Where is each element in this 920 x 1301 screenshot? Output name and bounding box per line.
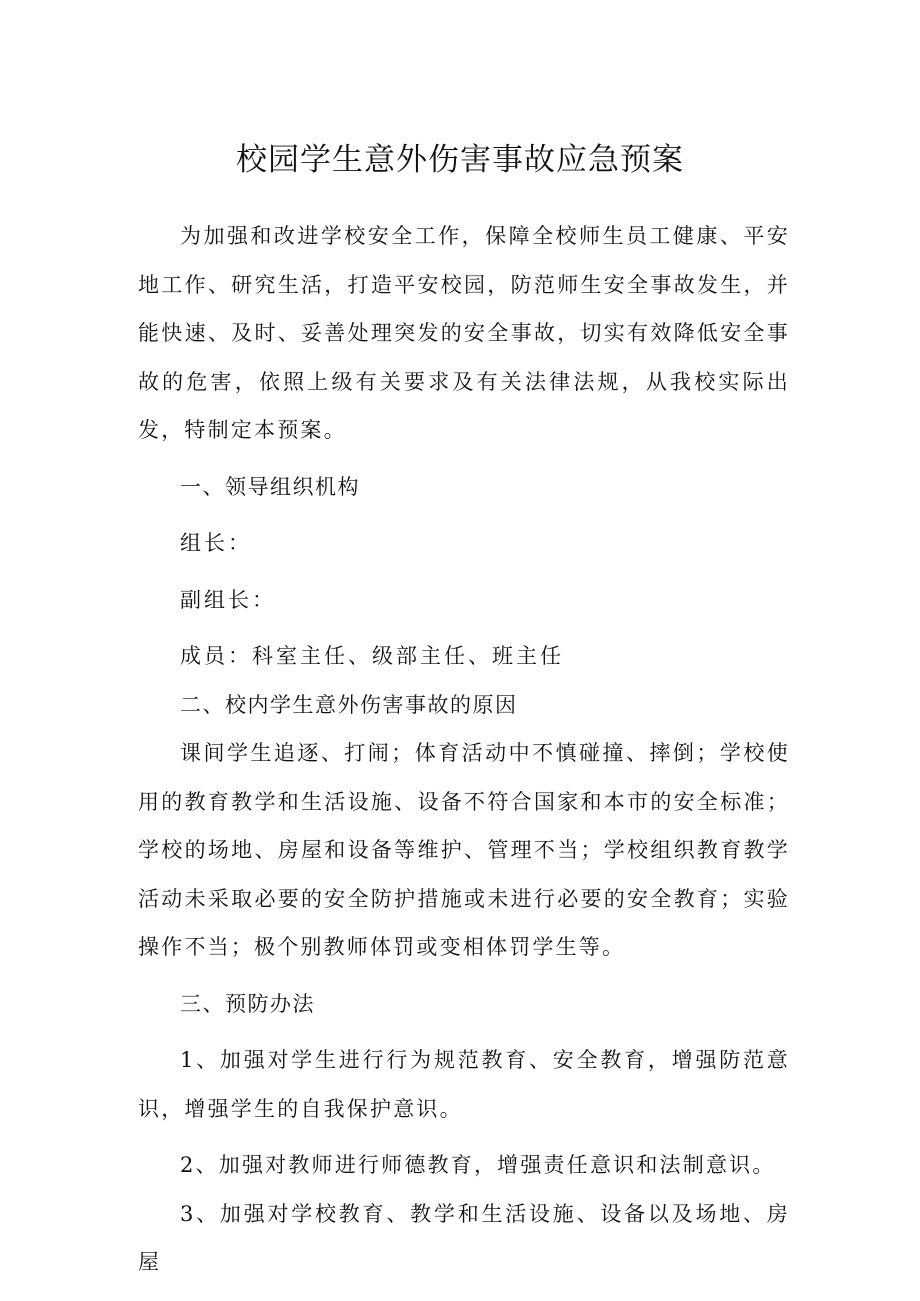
prevention-item-2: 2、加强对教师进行师德教育，增强责任意识和法制意识。 xyxy=(180,1153,776,1177)
section-heading-organization: 一、领导组织机构 xyxy=(180,474,360,499)
members-line: 成员：科室主任、级部主任、班主任 xyxy=(180,644,564,668)
leader-line: 组长： xyxy=(180,531,252,555)
prevention-item-3: 3、加强对学校教育、教学和生活设施、设备以及场地、房屋 xyxy=(138,1201,790,1274)
intro-paragraph: 为加强和改进学校安全工作，保障全校师生员工健康、平安地工作、研究生活，打造平安校园，防范师生安全事故发生，并能快速、及时、妥善处理突发的安全事故，切实有效降低安全事故的危害，依照上级有关要求及有关法律法规，从我校实际出发，特制定本预案。 xyxy=(138,224,790,442)
page-title: 校园学生意外伤害事故应急预案 xyxy=(236,142,684,178)
causes-paragraph: 课间学生追逐、打闹；体育活动中不慎碰撞、摔倒；学校使用的教育教学和生活设施、设备不符合国家和本市的安全标准；学校的场地、房屋和设备等维护、管理不当；学校组织教育教学活动未采取必要的安全防护措施或未进行必要的安全教育；实验操作不当；极个别教师体罚或变相体罚学生等。 xyxy=(138,741,790,959)
section-heading-causes: 二、校内学生意外伤害事故的原因 xyxy=(180,692,518,717)
document-body xyxy=(138,212,790,1287)
prevention-item-1: 1、加强对学生进行行为规范教育、安全教育，增强防范意识，增强学生的自我保护意识。 xyxy=(138,1048,790,1121)
deputy-leader-line: 副组长： xyxy=(180,587,276,612)
section-heading-prevention: 三、预防办法 xyxy=(180,991,315,1016)
